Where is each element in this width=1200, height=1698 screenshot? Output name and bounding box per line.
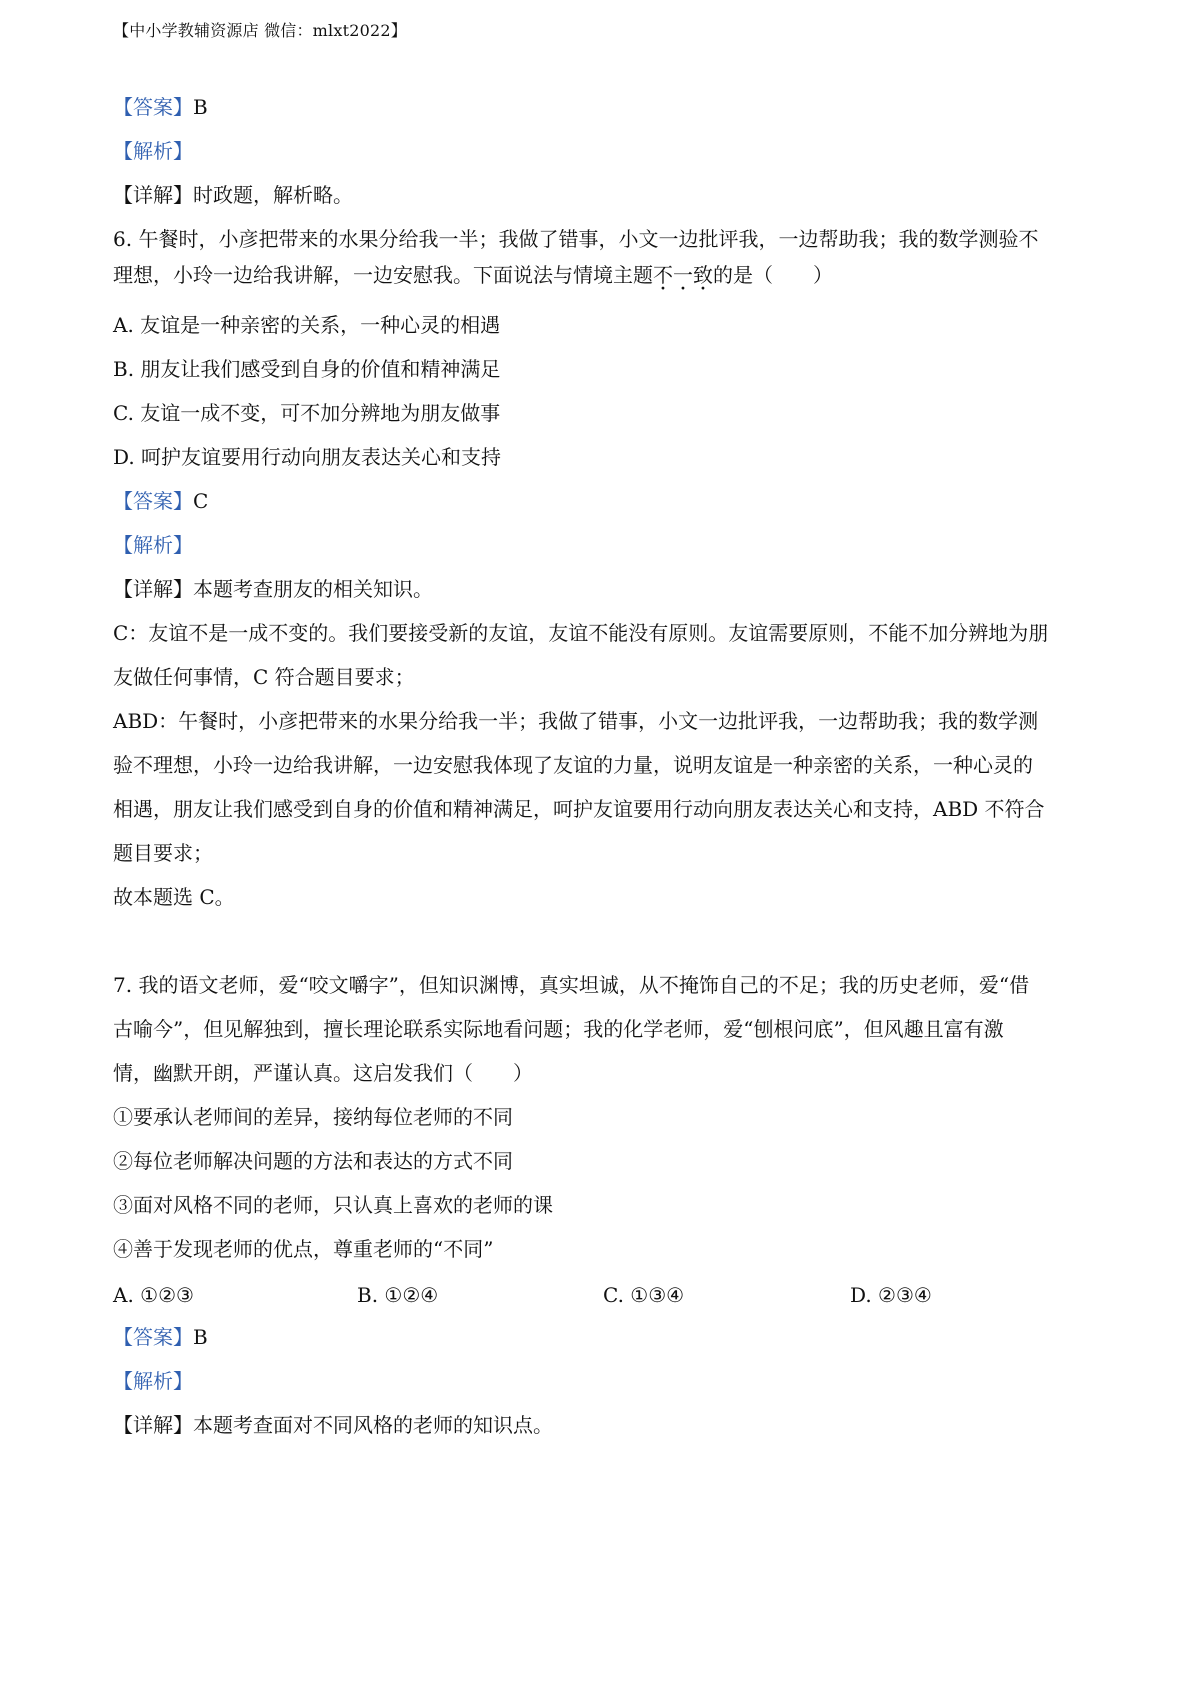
answer-tag: 【答案】 <box>113 95 193 119</box>
q6-stem-line1: 6. 午餐时，小彦把带来的水果分给我一半；我做了错事，小文一边批评我，一边帮助我；我的数学测验不 <box>113 227 1039 251</box>
q7-option-b: B. ①②④ <box>357 1283 439 1307</box>
answer-value: B <box>193 95 208 119</box>
q6-explain-abd-line1: ABD：午餐时，小彦把带来的水果分给我一半；我做了错事，小文一边批评我，一边帮助我；我的数学测 <box>113 709 1039 733</box>
q6-option-a: A. 友谊是一种亲密的关系，一种心灵的相遇 <box>113 313 501 337</box>
watermark-header: 【中小学教辅资源店 微信：mlxt2022】 <box>113 21 407 40</box>
q7-option-a: A. ①②③ <box>113 1283 194 1307</box>
analysis-tag: 【解析】 <box>113 533 193 557</box>
q7-option-d: D. ②③④ <box>850 1283 932 1307</box>
q7-detail: 【详解】本题考查面对不同风格的老师的知识点。 <box>113 1413 553 1437</box>
answer-value: C <box>193 489 209 513</box>
q5-analysis-tag <box>113 141 193 161</box>
q6-answer-line <box>113 491 208 511</box>
q6-option-d: D. 呵护友谊要用行动向朋友表达关心和支持 <box>113 445 502 469</box>
q6-stem-paren: 的是（ ） <box>713 263 833 287</box>
analysis-tag: 【解析】 <box>113 139 193 163</box>
q7-statement-1: ①要承认老师间的差异，接纳每位老师的不同 <box>113 1105 513 1129</box>
answer-tag: 【答案】 <box>113 1325 193 1349</box>
answer-value: B <box>193 1325 208 1349</box>
q7-stem-line1: 7. 我的语文老师，爱“咬文嚼字”，但知识渊博，真实坦诚，从不掩饰自己的不足；我的历史老师，爱“借 <box>113 973 1030 997</box>
q6-option-b: B. 朋友让我们感受到自身的价值和精神满足 <box>113 357 501 381</box>
q7-stem-line3: 情，幽默开朗，严谨认真。这启发我们（ ） <box>113 1061 533 1085</box>
emphasis-char: 不 <box>653 263 673 287</box>
q6-option-c: C. 友谊一成不变，可不加分辨地为朋友做事 <box>113 401 501 425</box>
analysis-tag: 【解析】 <box>113 1369 193 1393</box>
q7-statement-3: ③面对风格不同的老师，只认真上喜欢的老师的课 <box>113 1193 553 1217</box>
q7-option-c: C. ①③④ <box>603 1283 685 1307</box>
q6-explain-abd-line4: 题目要求； <box>113 841 213 865</box>
q6-detail: 【详解】本题考查朋友的相关知识。 <box>113 577 433 601</box>
q6-explain-c-line1: C：友谊不是一成不变的。我们要接受新的友谊，友谊不能没有原则。友谊需要原则，不能不加分辨地为朋 <box>113 621 1049 645</box>
emphasis-char: 致 <box>693 263 713 287</box>
q7-analysis-tag <box>113 1371 193 1391</box>
q6-explain-c-line2: 友做任何事情，C 符合题目要求； <box>113 665 415 689</box>
q6-explain-abd-line2: 验不理想，小玲一边给我讲解，一边安慰我体现了友谊的力量，说明友谊是一种亲密的关系，一种心灵的 <box>113 753 1033 777</box>
q6-conclusion: 故本题选 C。 <box>113 885 235 909</box>
answer-tag: 【答案】 <box>113 489 193 513</box>
q7-answer-line <box>113 1327 208 1347</box>
q6-stem-text: 理想，小玲一边给我讲解，一边安慰我。下面说法与情境主题 <box>113 263 653 287</box>
emphasis-char: 一 <box>673 263 693 287</box>
q5-detail: 【详解】时政题，解析略。 <box>113 183 353 207</box>
q6-stem-line2 <box>113 265 833 285</box>
q7-statement-4: ④善于发现老师的优点，尊重老师的“不同” <box>113 1237 494 1261</box>
q7-statement-2: ②每位老师解决问题的方法和表达的方式不同 <box>113 1149 513 1173</box>
q6-analysis-tag <box>113 535 193 555</box>
q5-answer-line <box>113 97 208 117</box>
q6-explain-abd-line3: 相遇，朋友让我们感受到自身的价值和精神满足，呵护友谊要用行动向朋友表达关心和支持，ABD 不符合 <box>113 797 1045 821</box>
q7-stem-line2: 古喻今”，但见解独到，擅长理论联系实际地看问题；我的化学老师，爱“刨根问底”，但风趣且富有激 <box>113 1017 1004 1041</box>
